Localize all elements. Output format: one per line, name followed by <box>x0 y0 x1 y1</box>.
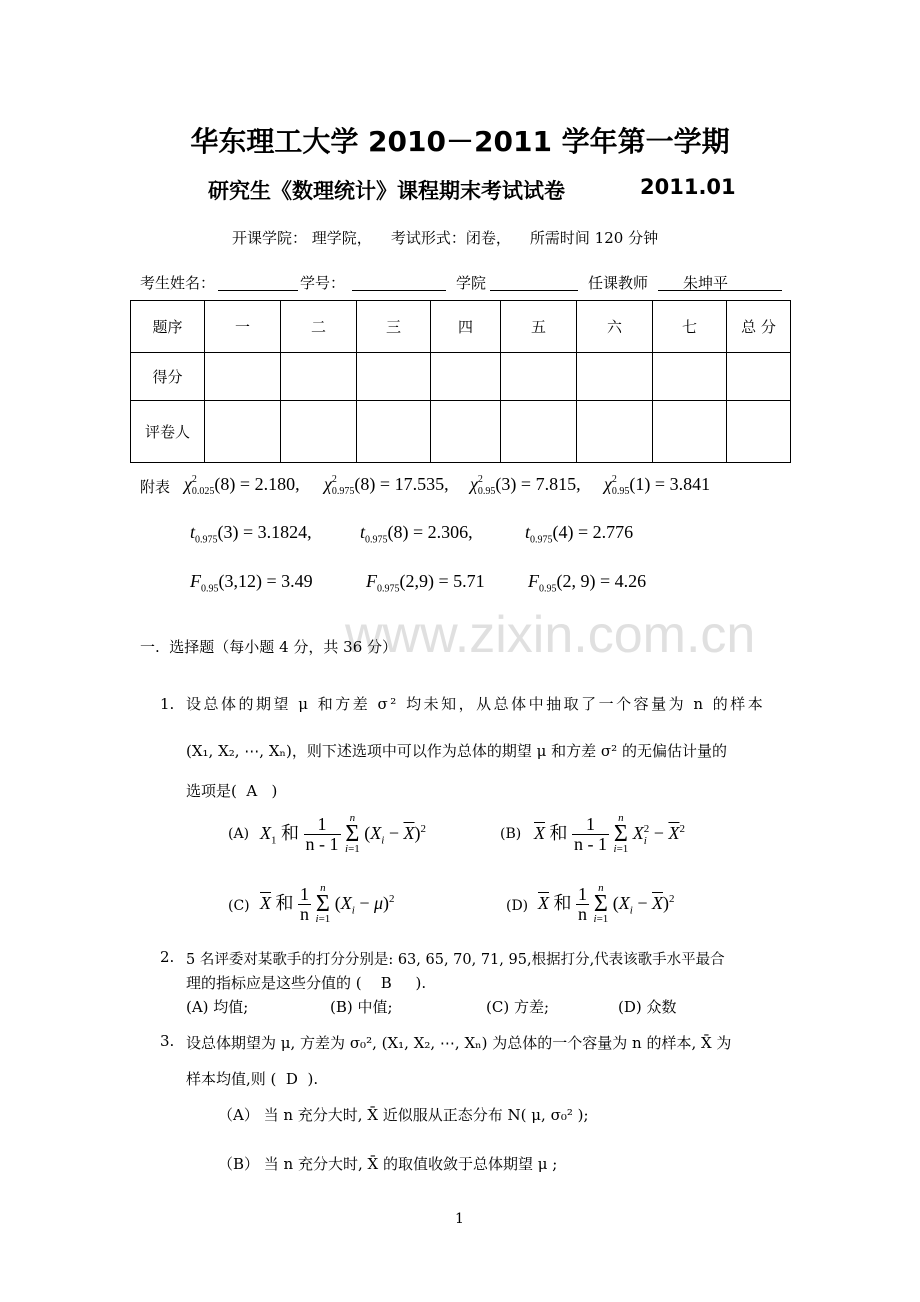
id-field[interactable] <box>352 290 446 291</box>
grader-cell[interactable] <box>357 401 431 463</box>
q2-stem-line2: 理的指标应是这些分值的 ( B ). <box>186 974 427 992</box>
table-header-cell: 题序 <box>131 301 205 353</box>
appendix-label: 附表 <box>140 478 171 496</box>
exam-info: 开课学院： 理学院， 考试形式：闭卷， 所需时间 120 分钟 <box>232 229 659 247</box>
exam-subtitle: 研究生《数理统计》课程期末考试试卷 <box>208 179 565 203</box>
table-header-cell: 六 <box>577 301 653 353</box>
q3-number: 3. <box>160 1032 175 1050</box>
q1-option-a-formula: $X_1$ 和 $\frac{1}{n - 1}$ n Σ i=1 $(X_i - \overline{X})^2$ <box>260 812 426 856</box>
q1-option-d-formula: $\overline{X}$ 和 $\frac{1}{n}$ n Σ i=1 $(X_i - \overline{X})^2$ <box>538 882 675 926</box>
f-0975-2-9: $F_{0.975}(2,9) = 5.71$ <box>366 571 485 595</box>
table-header-cell: 二 <box>281 301 357 353</box>
grader-cell[interactable] <box>501 401 577 463</box>
page-title: 华东理工大学 2010－2011 学年第一学期 <box>190 125 730 158</box>
table-header-cell: 总 分 <box>727 301 791 353</box>
q2-option-d[interactable]: (D) 众数 <box>618 998 677 1016</box>
table-header-cell: 一 <box>205 301 281 353</box>
grader-cell[interactable] <box>727 401 791 463</box>
row-label-score: 得分 <box>131 353 205 401</box>
chi-0975-8: χ2 0.975(8) = 17.535, <box>324 474 449 497</box>
t-0975-3: $t_{0.975}(3) = 3.1824$, <box>190 522 312 546</box>
q1-option-b-label[interactable]: (B) <box>500 826 522 842</box>
score-cell[interactable] <box>357 353 431 401</box>
score-table <box>130 300 791 463</box>
score-cell[interactable] <box>431 353 501 401</box>
q3-option-b[interactable]: （B） 当 n 充分大时, X̄ 的取值收敛于总体期望 μ ; <box>218 1155 558 1173</box>
score-cell[interactable] <box>577 353 653 401</box>
page-number: 1 <box>455 1211 464 1227</box>
f-095-2-9: $F_{0.95}(2$, 9) = 4.26 <box>528 571 647 595</box>
q2-option-b[interactable]: (B) 中值; <box>330 998 393 1016</box>
score-cell[interactable] <box>281 353 357 401</box>
q1-option-a-label[interactable]: (A) <box>228 826 250 842</box>
table-header-cell: 五 <box>501 301 577 353</box>
q1-option-c-formula: $\overline{X}$ 和 $\frac{1}{n}$ n Σ i=1 $(X_i - \mu)^2$ <box>260 882 395 926</box>
grader-cell[interactable] <box>653 401 727 463</box>
q1-number: 1. <box>160 695 175 713</box>
score-cell[interactable] <box>727 353 791 401</box>
name-label: 考生姓名： <box>140 274 216 292</box>
exam-date: 2011.01 <box>640 175 736 199</box>
q3-option-a[interactable]: （A） 当 n 充分大时, X̄ 近似服从正态分布 N( μ, σ₀² ); <box>218 1106 589 1124</box>
name-field[interactable] <box>218 290 298 291</box>
row-label-grader: 评卷人 <box>131 401 205 463</box>
teacher-name: 朱坤平 <box>683 274 729 292</box>
score-cell[interactable] <box>653 353 727 401</box>
table-header-cell: 三 <box>357 301 431 353</box>
grader-cell[interactable] <box>431 401 501 463</box>
q2-option-a[interactable]: (A) 均值; <box>186 998 249 1016</box>
grader-cell[interactable] <box>205 401 281 463</box>
q1-option-b-formula: $\overline{X}$ 和 $\frac{1}{n - 1}$ n Σ i=1 X2 $i - \overline{X}^2$ <box>534 812 685 856</box>
q1-option-c-label[interactable]: (C) <box>228 898 250 914</box>
college-label: 学院 <box>456 274 487 292</box>
chi-095-1: χ2 0.95(1) = 3.841 <box>604 474 711 497</box>
score-cell[interactable] <box>205 353 281 401</box>
score-cell[interactable] <box>501 353 577 401</box>
watermark: www.zixin.com.cn <box>345 606 756 664</box>
t-0975-8: $t_{0.975}(8) = 2.306$, <box>360 522 473 546</box>
q1-stem-line1: 设总体的期望 μ 和方差 σ² 均未知，从总体中抽取了一个容量为 n 的样本 <box>186 695 766 713</box>
table-header-cell: 四 <box>431 301 501 353</box>
table-header-cell: 七 <box>653 301 727 353</box>
q2-number: 2. <box>160 948 175 966</box>
chi-095-3: χ2 0.95(3) = 7.815, <box>470 474 581 497</box>
grader-cell[interactable] <box>281 401 357 463</box>
q1-stem-line2: (X₁, X₂, ⋯, Xₙ)，则下述选项中可以作为总体的期望 μ 和方差 σ² 的无偏估计量的 <box>186 742 727 760</box>
teacher-label: 任课教师 <box>588 274 649 292</box>
q3-stem-line2: 样本均值,则 ( D ). <box>186 1070 319 1088</box>
q1-option-d-label[interactable]: (D) <box>506 898 529 914</box>
q1-stem-line3: 选项是( A ) <box>186 782 278 800</box>
section-heading: 一. 选择题（每小题 4 分，共 36 分） <box>140 638 398 656</box>
chi-0025-8: χ2 0.025(8) = 2.180, <box>184 474 300 497</box>
q3-stem-line1: 设总体期望为 μ, 方差为 σ₀², (X₁, X₂, ⋯, Xₙ) 为总体的一个容量为 n 的样本, X̄ 为 <box>186 1034 732 1052</box>
id-label: 学号： <box>300 274 346 292</box>
t-0975-4: $t_{0.975}(4) = 2.776$ <box>525 522 634 546</box>
college-field[interactable] <box>490 290 578 291</box>
grader-cell[interactable] <box>577 401 653 463</box>
q2-stem-line1: 5 名评委对某歌手的打分分别是: 63, 65, 70, 71, 95,根据打分,代表该歌手水平最合 <box>186 952 725 968</box>
q2-option-c[interactable]: (C) 方差; <box>486 998 550 1016</box>
f-095-3-12: $F_{0.95}(3,12) = 3.49$ <box>190 571 313 595</box>
